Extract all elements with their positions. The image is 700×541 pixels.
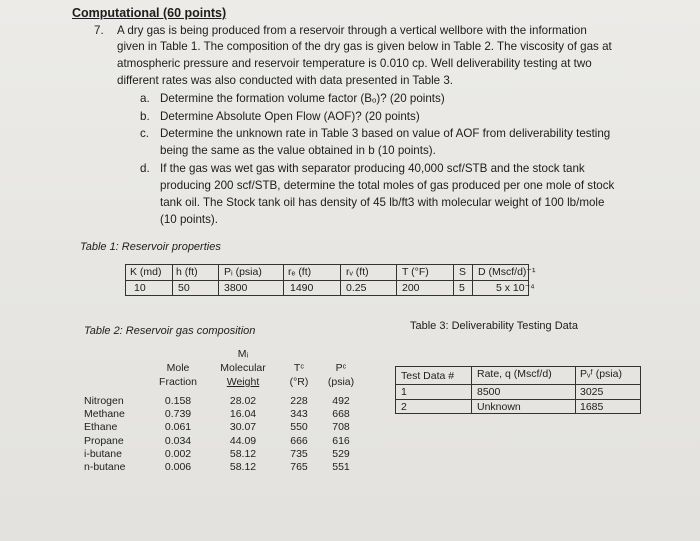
table2-tc: 765 <box>290 461 308 473</box>
question-line: given in Table 1. The composition of the dry gas is given below in Table 2. The viscosity of gas at <box>117 40 612 53</box>
part-c-text: being the same as the value obtained in b (10 points). <box>160 144 436 157</box>
table2-molecular-weight: 58.12 <box>229 461 257 473</box>
table3-cell: Unknown <box>477 401 521 413</box>
table3-cell: 1685 <box>580 401 604 413</box>
table1-header: rₑ (ft) <box>288 266 312 278</box>
table2-pc: 616 <box>332 434 350 447</box>
table1-value: 10 <box>134 282 146 294</box>
table1-header: D (Mscf/d)⁻¹ <box>478 266 536 278</box>
part-d-text: tank oil. The Stock tank oil has density of 45 lb/ft3 with molecular weight of 100 lb/mole <box>160 196 605 209</box>
table2-pc: 551 <box>332 461 350 473</box>
table2-header-fraction: Fraction <box>159 376 197 388</box>
table2-header-mi: Mᵢ <box>237 348 249 360</box>
table2-tc: 666 <box>290 434 308 447</box>
table2-mole-fraction: 0.739 <box>164 408 192 421</box>
table1-header: T (°F) <box>402 266 429 278</box>
table1-value: 0.25 <box>346 282 367 294</box>
table3-caption: Table 3: Deliverability Testing Data <box>410 320 578 332</box>
table2-mole-fraction: 0.158 <box>164 395 192 407</box>
table2-mole-fraction: 0.002 <box>164 447 192 460</box>
table3-cell: 8500 <box>477 386 501 398</box>
table2-pc: 492 <box>332 395 350 407</box>
part-d-text: producing 200 scf/STB, determine the total moles of gas produced per one mole of stock <box>160 179 615 192</box>
part-d-text: If the gas was wet gas with separator producing 40,000 scf/STB and the stock tank <box>160 162 585 175</box>
table1-header: S <box>459 266 467 278</box>
table2-tc: 343 <box>290 408 308 421</box>
table2-molecular-weight: 28.02 <box>229 395 257 407</box>
question-line: atmospheric pressure and reservoir temperature is 0.010 cp. Well deliverability testing at two <box>117 57 592 70</box>
table1-value: 5 x 10⁻⁴ <box>496 282 535 294</box>
table2-header-pc-unit: (psia) <box>327 376 355 388</box>
table2-molecular-weight: 58.12 <box>229 447 257 460</box>
table2-mole-fraction: 0.034 <box>164 434 192 447</box>
table2-mole-fraction: 0.006 <box>164 461 192 473</box>
table2-component: Methane <box>84 408 125 421</box>
table2-molecular-weight: 44.09 <box>229 434 257 447</box>
table1-value: 3800 <box>224 282 248 294</box>
table1-value: 50 <box>178 282 190 294</box>
table2-molecular-weight: 16.04 <box>229 408 257 421</box>
table1-header: K (md) <box>130 266 162 278</box>
table2-pc: 668 <box>332 408 350 421</box>
section-heading: Computational (60 points) <box>72 6 227 20</box>
question-number: 7. <box>94 24 104 37</box>
table1-caption: Table 1: Reservoir properties <box>80 241 221 253</box>
table3-header: Test Data # <box>401 370 455 382</box>
table1-header: rᵥ (ft) <box>346 266 369 278</box>
table2-header-tc-unit: (°R) <box>289 376 309 388</box>
table2-tc: 228 <box>290 395 308 407</box>
part-label-d: d. <box>140 162 150 175</box>
table2-caption: Table 2: Reservoir gas composition <box>84 325 256 337</box>
question-line: A dry gas is being produced from a reservoir through a vertical wellbore with the information <box>117 24 587 37</box>
table2-header-weight: Weight <box>226 376 260 388</box>
table2-molecular-weight: 30.07 <box>229 421 257 434</box>
part-a-text: Determine the formation volume factor (Bₒ)? (20 points) <box>160 92 445 105</box>
table3-header: Pᵥᶠ (psia) <box>580 368 622 380</box>
table2-header-molecular: Molecular <box>220 362 266 374</box>
part-c-text: Determine the unknown rate in Table 3 based on value of AOF from deliverability testing <box>160 127 611 140</box>
part-b-text: Determine Absolute Open Flow (AOF)? (20 points) <box>160 110 420 123</box>
table2-component: Propane <box>84 434 124 447</box>
part-d-text: (10 points). <box>160 213 218 226</box>
table2-header-pc: Pᶜ <box>335 362 347 374</box>
table2-header-tc: Tᶜ <box>293 362 305 374</box>
table2-header-mole: Mole <box>166 362 190 374</box>
table1-header: h (ft) <box>176 266 198 278</box>
table1-value: 5 <box>459 282 465 294</box>
table1-value: 200 <box>402 282 420 294</box>
table3-cell: 1 <box>401 386 407 398</box>
table1-value: 1490 <box>290 282 314 294</box>
table2-pc: 529 <box>332 447 350 460</box>
table2-tc: 735 <box>290 447 308 460</box>
table2-component: Nitrogen <box>84 395 124 407</box>
table3-cell: 3025 <box>580 386 604 398</box>
table1-header: Pᵢ (psia) <box>224 266 262 278</box>
table2-component: Ethane <box>84 421 118 434</box>
table1-divider <box>125 280 529 281</box>
table2-component: i-butane <box>84 447 122 460</box>
part-label-c: c. <box>140 127 150 140</box>
table2-pc: 708 <box>332 421 350 434</box>
part-label-a: a. <box>140 92 150 105</box>
table2-mole-fraction: 0.061 <box>164 421 192 434</box>
table2-tc: 550 <box>290 421 308 434</box>
table3-cell: 2 <box>401 401 407 413</box>
table2-component: n-butane <box>84 461 126 473</box>
question-line: different rates was also conducted with data presented in Table 3. <box>117 74 454 87</box>
table3-header: Rate, q (Mscf/d) <box>477 368 552 380</box>
part-label-b: b. <box>140 110 150 123</box>
